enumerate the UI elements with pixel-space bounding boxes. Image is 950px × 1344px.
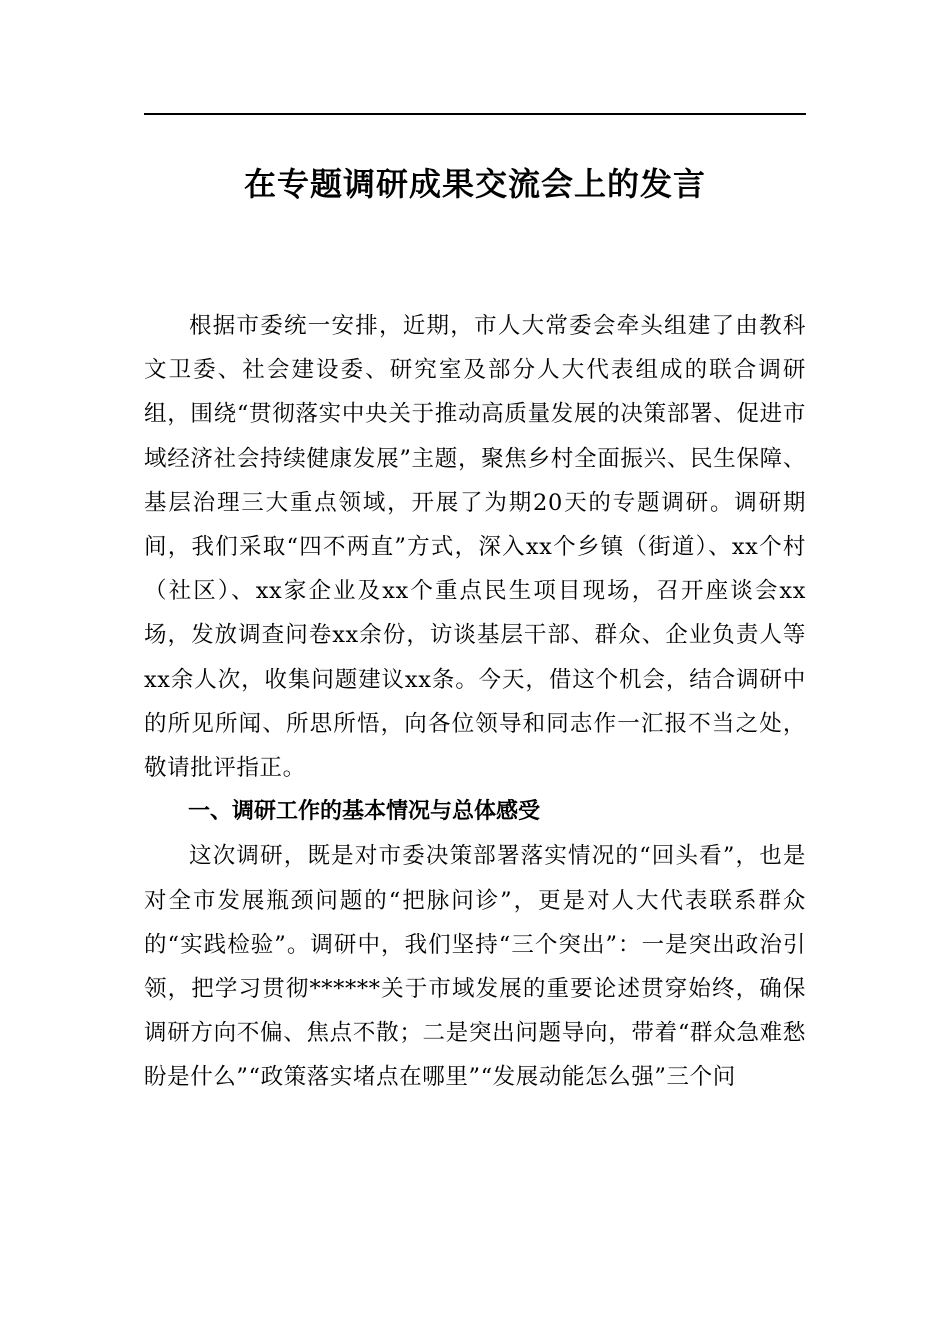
section-heading: 一、调研工作的基本情况与总体感受 (188, 799, 541, 825)
document-title: 在专题调研成果交流会上的发言 (243, 165, 706, 203)
document-body (144, 304, 806, 1100)
header-rule (144, 113, 806, 115)
section-paragraph: 这次调研，既是对市委决策部署落实情况的“回头看”，也是对全市发展瓶颈问题的“把脉问诊”，更是对人大代表联系群众的“实践检验”。调研中，我们坚持“三个突出”：一是突出政治引领，把学习贯彻******关于市域发展的重要论述贯穿始终，确保调研方向不偏、焦点不散；二是突出问题导向，带着“群众急难愁盼是什么”“政策落实堵点在哪里”“发展动能怎么强”三个问 (144, 843, 806, 1091)
intro-paragraph: 根据市委统一安排，近期，市人大常委会牵头组建了由教科文卫委、社会建设委、研究室及部分人大代表组成的联合调研组，围绕“贯彻落实中央关于推动高质量发展的决策部署、促进市域经济社会持续健康发展”主题，聚焦乡村全面振兴、民生保障、基层治理三大重点领域，开展了为期20天的专题调研。调研期间，我们采取“四不两直”方式，深入xx个乡镇（街道）、xx个村（社区）、xx家企业及xx个重点民生项目现场，召开座谈会xx场，发放调查问卷xx余份，访谈基层干部、群众、企业负责人等xx余人次，收集问题建议xx条。今天，借这个机会，结合调研中的所见所闻、所思所悟，向各位领导和同志作一汇报不当之处，敬请批评指正。 (144, 313, 806, 782)
